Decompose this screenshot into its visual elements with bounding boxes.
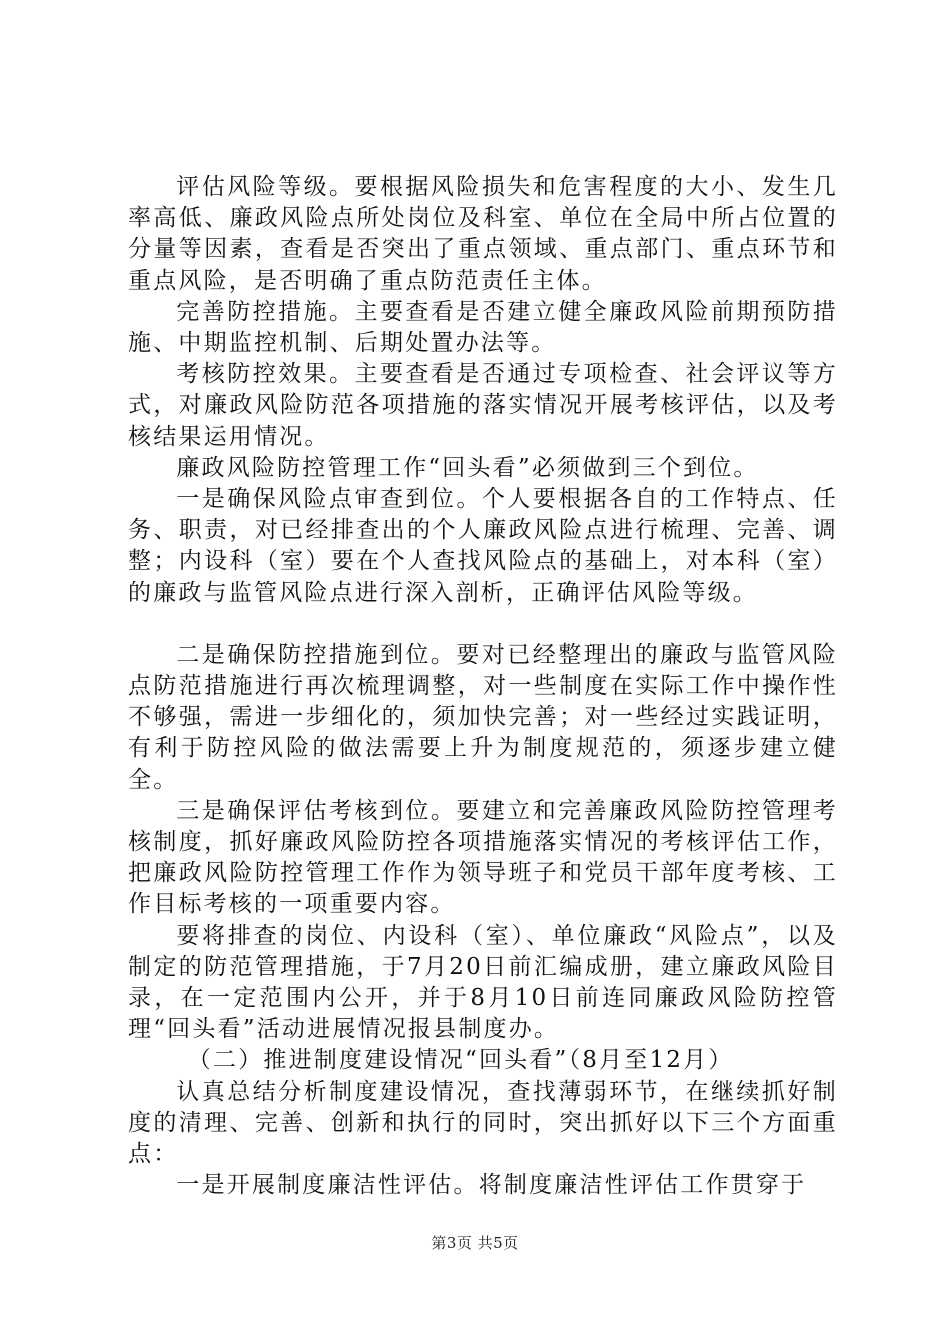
paragraph-assess-risk-level: 评估风险等级。要根据风险损失和危害程度的大小、发生几率高低、廉政风险点所处岗位及科室、单位在全局中所占位置的分量等因素，查看是否突出了重点领域、重点部门、重点环节和重点风险，是否明确了重点防范责任主体。 — [128, 174, 838, 294]
paragraph-third-evaluation: 三是确保评估考核到位。要建立和完善廉政风险防控管理考核制度，抓好廉政风险防控各项措施落实情况的考核评估工作，把廉政风险防控管理工作作为领导班子和党员干部年度考核、工作目标考核的一项重要内容。 — [128, 797, 838, 918]
paragraph-assess-effects: 考核防控效果。主要查看是否通过专项检查、社会评议等方式，对廉政风险防范各项措施的落实情况开展考核评估，以及考核结果运用情况。 — [128, 361, 838, 450]
section-heading-system-review: （二）推进制度建设情况“回头看”（8月至12月） — [187, 1047, 734, 1074]
paragraph-three-in-place: 廉政风险防控管理工作“回头看”必须做到三个到位。 — [176, 454, 759, 481]
document-body — [128, 172, 838, 1202]
paragraph-summarize-system: 认真总结分析制度建设情况，查找薄弱环节，在继续抓好制度的清理、完善、创新和执行的同时，突出抓好以下三个方面重点： — [128, 1078, 838, 1168]
paragraph-compile-catalog: 要将排查的岗位、内设科（室）、单位廉政“风险点”，以及制定的防范管理措施，于7月20日前汇编成册，建立廉政风险目录，在一定范围内公开，并于8月10日前连同廉政风险防控管理“回头看”活动进展情况报县制度办。 — [128, 922, 838, 1043]
paragraph-integrity-evaluation: 一是开展制度廉洁性评估。将制度廉洁性评估工作贯穿于 — [176, 1172, 807, 1199]
paragraph-second-control-measures: 二是确保防控措施到位。要对已经整理出的廉政与监管风险点防范措施进行再次梳理调整，对一些制度在实际工作中操作性不够强，需进一步细化的，须加快完善；对一些经过实践证明，有利于防控风险的做法需要上升为制度规范的，须逐步建立健全。 — [128, 641, 838, 793]
paragraph-first-risk-review: 一是确保风险点审查到位。个人要根据各自的工作特点、任务、职责，对已经排查出的个人廉政风险点进行梳理、完善、调整；内设科（室）要在个人查找风险点的基础上，对本科（室）的廉政与监管风险点进行深入剖析，正确评估风险等级。 — [128, 486, 838, 606]
page-number-footer: 第3页 共5页 — [431, 1234, 519, 1252]
paragraph-improve-controls: 完善防控措施。主要查看是否建立健全廉政风险前期预防措施、中期监控机制、后期处置办法等。 — [128, 298, 838, 357]
